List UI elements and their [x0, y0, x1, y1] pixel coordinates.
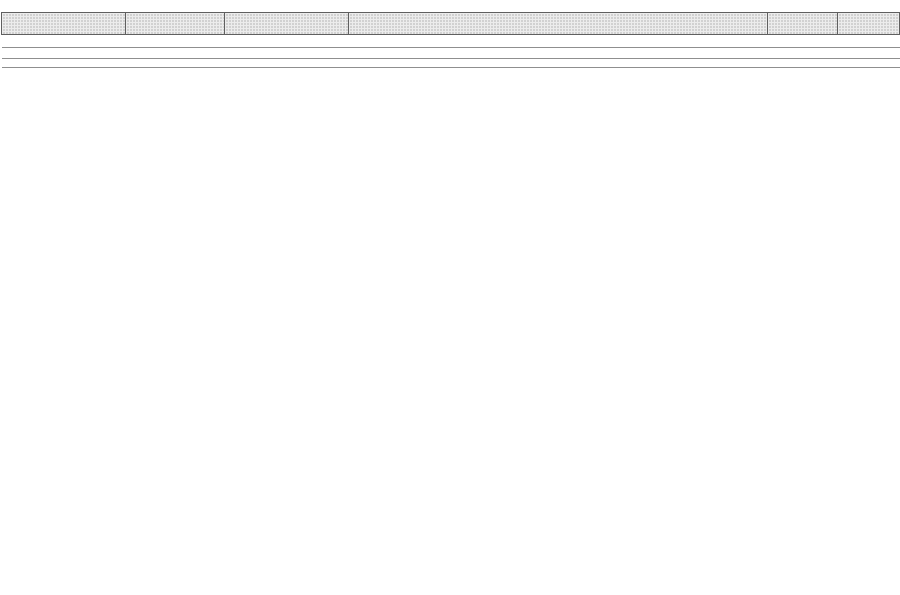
period-7	[768, 48, 838, 59]
band-group-log-i-wide	[349, 13, 768, 35]
band-group-log-i	[126, 13, 225, 35]
method-pooled	[349, 59, 417, 68]
methods-row	[2, 59, 900, 68]
results-table	[1, 12, 900, 68]
method-pooled	[225, 59, 282, 68]
method-mcg	[170, 59, 225, 68]
methods-label	[2, 59, 126, 68]
period-4	[463, 48, 558, 59]
band-group-log-ip	[838, 13, 900, 35]
band-group-log-is	[768, 13, 838, 35]
method-mcg	[610, 59, 661, 68]
model-header-5	[558, 35, 661, 48]
method-pooled	[661, 59, 712, 68]
periods-row	[2, 48, 900, 59]
models-label	[2, 35, 126, 48]
method-pooled	[768, 59, 838, 68]
model-header-1	[126, 35, 225, 48]
period-5	[558, 48, 661, 59]
periods-label	[2, 48, 126, 59]
dependent-variable-label	[2, 13, 126, 35]
method-mcg	[417, 59, 463, 68]
model-header-2	[225, 35, 349, 48]
period-2	[225, 48, 349, 59]
method-pooled	[126, 59, 170, 68]
period-6	[661, 48, 768, 59]
model-header-3	[349, 35, 463, 48]
method-mcg	[282, 59, 349, 68]
band-group-log-it	[225, 13, 349, 35]
method-pooled	[838, 59, 900, 68]
model-header-6	[661, 35, 768, 48]
method-mcg	[712, 59, 768, 68]
model-header-8	[838, 35, 900, 48]
method-pooled	[463, 59, 504, 68]
model-header-4	[463, 35, 558, 48]
period-8	[838, 48, 900, 59]
period-1	[126, 48, 225, 59]
method-pooled	[558, 59, 610, 68]
models-row	[2, 35, 900, 48]
period-3	[349, 48, 463, 59]
method-mcg	[504, 59, 558, 68]
model-header-7	[768, 35, 838, 48]
dependent-variable-band	[2, 13, 900, 35]
